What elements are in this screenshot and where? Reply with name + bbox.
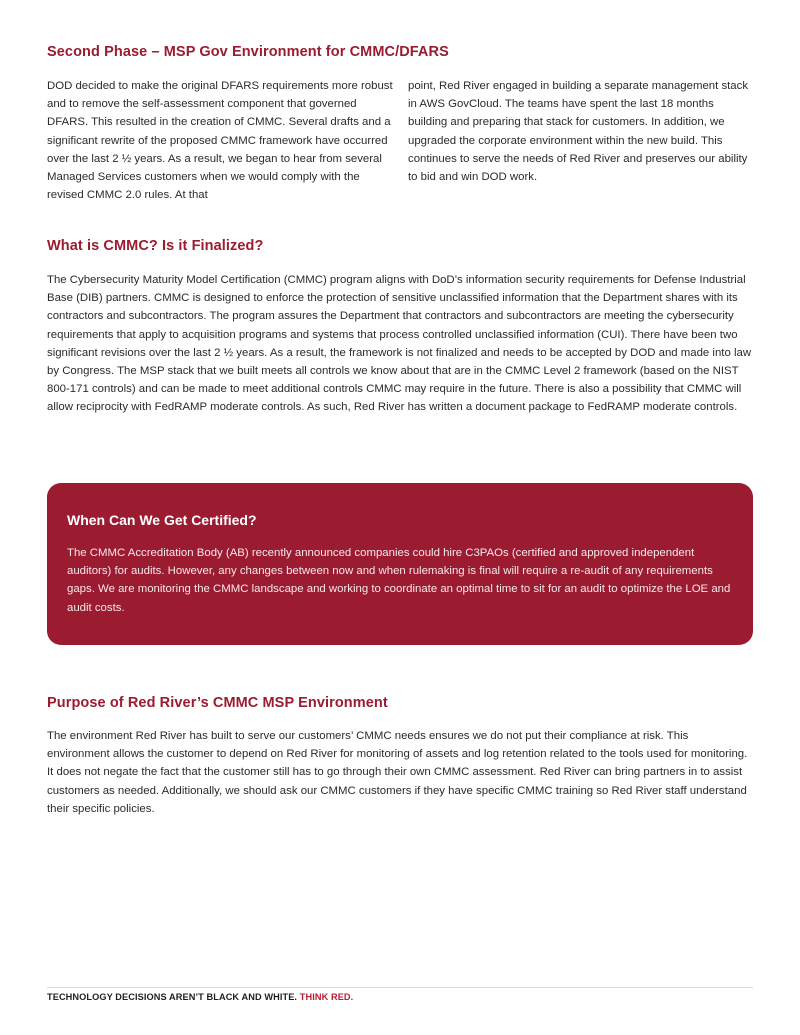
footer-tagline [47,992,353,1002]
paragraph-what-is-cmmc: The Cybersecurity Maturity Model Certification (CMMC) program aligns with DoD’s information security requirements for Defense Industrial Base (DIB) partners. CMMC is designed to enforce the protection of sensitive unclassified information that the Department shares with its contractors and subcontractors. The program assures the Department that contractors and subcontractors are meeting the cybersecurity requirements that apply to acquisition programs and systems that process controlled unclassified information (CUI). There have been two significant revisions over the last 2 ½ years. As a result, the framework is not finalized and needs to be accepted by DOD and made into law by Congress. The MSP stack that we built meets all controls we know about that are in the CMMC Level 2 framework (based on the NIST 800-171 controls) and can be made to meet additional controls CMMC may require in the future. There is also a possibility that CMMC will allow reciprocity with FedRAMP moderate controls. As such, Red River has written a document package to FedRAMP moderate controls. [47,274,752,414]
section-heading-purpose: Purpose of Red River’s CMMC MSP Environment [47,695,388,711]
section-heading-what-is-cmmc: What is CMMC? Is it Finalized? [47,238,264,254]
footer-tagline-text: TECHNOLOGY DECISIONS AREN’T BLACK AND WHITE. [47,992,298,1002]
paragraph-column-right: point, Red River engaged in building a separate management stack in AWS GovCloud. The teams have spent the last 18 months building and preparing that stack for customers. In addition, we upgraded the corporate environment within the new build. This continues to serve the needs of Red River and preserves our ability to bid and win DOD work. [408,80,749,184]
footer-tagline-accent: THINK RED. [299,992,354,1002]
callout-box [47,483,753,645]
section-heading-second-phase: Second Phase – MSP Gov Environment for CMMC/DFARS [47,44,449,60]
callout-body: The CMMC Accreditation Body (AB) recently announced companies could hire C3PAOs (certified and approved independent auditors) for audits. However, any changes between now and when rulemaking is final will require a re-audit of any requirements gaps. We are monitoring the CMMC landscape and working to coordinate an optimal time to sit for an audit to optimize the LOE and audit costs. [67,547,731,614]
paragraph-purpose: The environment Red River has built to serve our customers’ CMMC needs ensures we do not put their compliance at risk. This environment allows the customer to depend on Red River for monitoring of assets and log retention related to the tools used for monitoring. It does not negate the fact that the customer still has to go through their own CMMC assessment. Red River can bring partners in to assist customers as needed. Additionally, we should ask our CMMC customers if they have specific CMMC training so Red River staff understand their specific policies. [47,730,748,815]
footer-divider [47,987,753,988]
callout-heading: When Can We Get Certified? [67,512,257,528]
paragraph-column-left: DOD decided to make the original DFARS requirements more robust and to remove the self-assessment component that governed DFARS. This resulted in the creation of CMMC. Several drafts and a significant rewrite of the proposed CMMC framework have occurred over the last 2 ½ years. As a result, we began to hear from several Managed Services customers when we would comply with the revised CMMC 2.0 rules. At that [47,80,393,202]
